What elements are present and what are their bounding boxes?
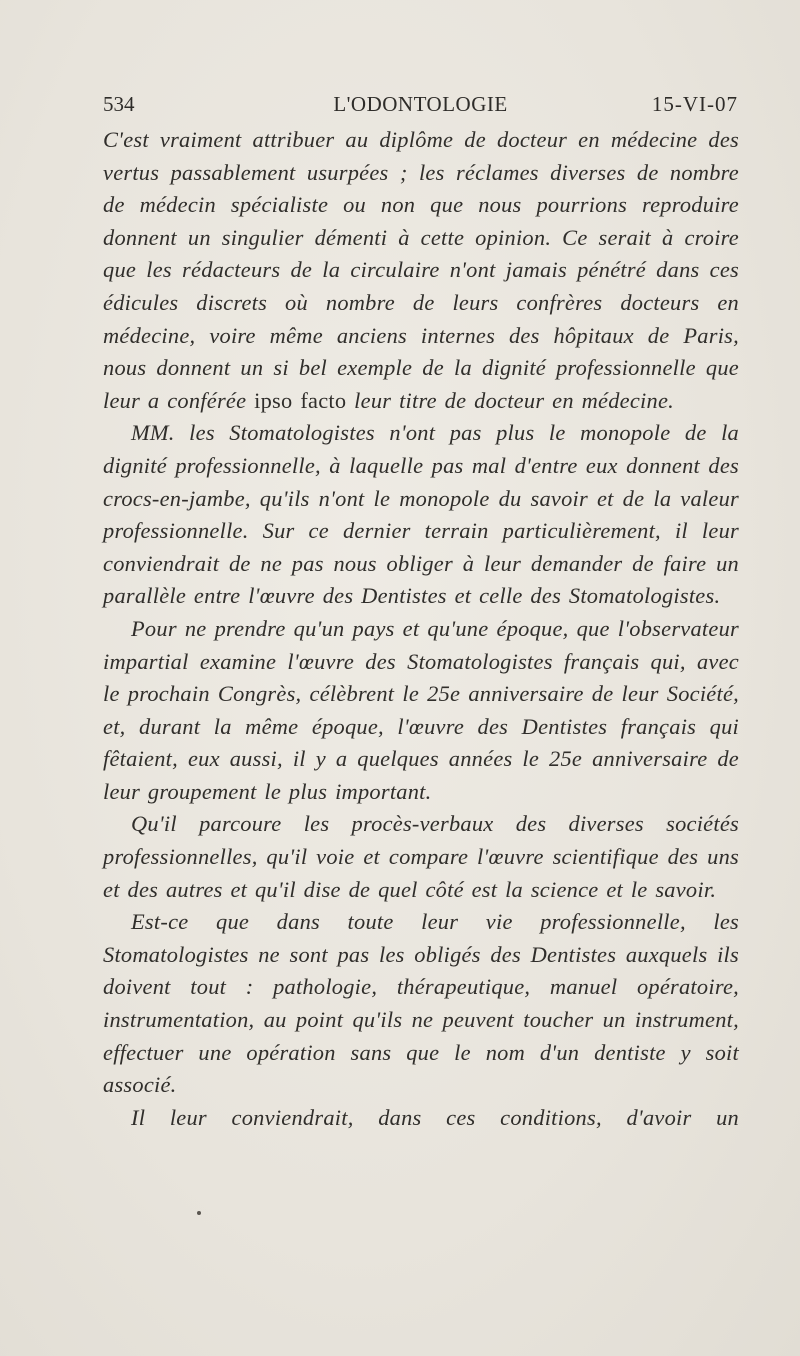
- issue-date: 15-VI-07: [651, 92, 738, 116]
- paragraph-1-text-a: C'est vraiment attribuer au diplôme de docteur en médecine des vertus passablement usurpées ; les réclames diverses de nombre de médecin spécialiste ou non que nous pourrions reproduire donnent un singulier démenti à cette opinion. Ce serait à croire que les rédacteurs de la circulaire n'ont jamais pénétré dans ces édicules discrets où nombre de leurs confrères docteurs en médecine, voire même anciens internes des hôpitaux de Paris, nous donnent un si bel exemple de la dignité professionnelle que leur a conférée: [103, 127, 739, 413]
- paragraph-1-text-b: leur titre de docteur en médecine.: [346, 387, 674, 413]
- paragraph-4-text: Qu'il parcoure les procès-verbaux des diverses sociétés professionnelles, qu'il voie et compare l'œuvre scientifique des uns et des autres et qu'il dise de quel côté est la science et le savoir.: [103, 811, 739, 902]
- paragraph-3: [103, 613, 739, 809]
- paragraph-1-latin-phrase: ipso facto: [254, 387, 347, 413]
- paragraph-6: [103, 1102, 739, 1135]
- paragraph-1: [103, 124, 739, 417]
- page-number: 534: [103, 92, 135, 116]
- paragraph-6-text: Il leur conviendrait, dans ces conditions, d'avoir un: [131, 1104, 739, 1130]
- journal-title: L'ODONTOLOGIE: [333, 92, 508, 116]
- body-text: [103, 124, 739, 1134]
- paragraph-2: [103, 417, 739, 613]
- paragraph-3-text: Pour ne prendre qu'un pays et qu'une époque, que l'observateur impartial examine l'œuvre des Stomatologistes français qui, avec le prochain Congrès, célèbrent le 25e anniversaire de leur Société, et, durant la même époque, l'œuvre des Dentistes français qui fêtaient, eux aussi, il y a quelques années le 25e anniversaire de leur groupement le plus important.: [103, 615, 739, 804]
- running-head: [103, 92, 738, 122]
- paragraph-5: [103, 906, 739, 1102]
- paragraph-5-text: Est-ce que dans toute leur vie professionnelle, les Stomatologistes ne sont pas les obligés des Dentistes auxquels ils doivent tout : pathologie, thérapeutique, manuel opératoire, instrumentation, au point qu'ils ne peuvent toucher un instrument, effectuer une opération sans que le nom d'un dentiste y soit associé.: [103, 909, 739, 1098]
- paragraph-2-text: MM. les Stomatologistes n'ont pas plus le monopole de la dignité professionnelle, à laquelle pas mal d'entre eux donnent des crocs-en-jambe, qu'ils n'ont le monopole du savoir et de la valeur professionnelle. Sur ce dernier terrain particulièrement, il leur conviendrait de ne pas nous obliger à leur demander de faire un parallèle entre l'œuvre des Dentistes et celle des Stomatologistes.: [103, 420, 739, 609]
- ink-speck: [197, 1211, 201, 1215]
- paragraph-4: [103, 808, 739, 906]
